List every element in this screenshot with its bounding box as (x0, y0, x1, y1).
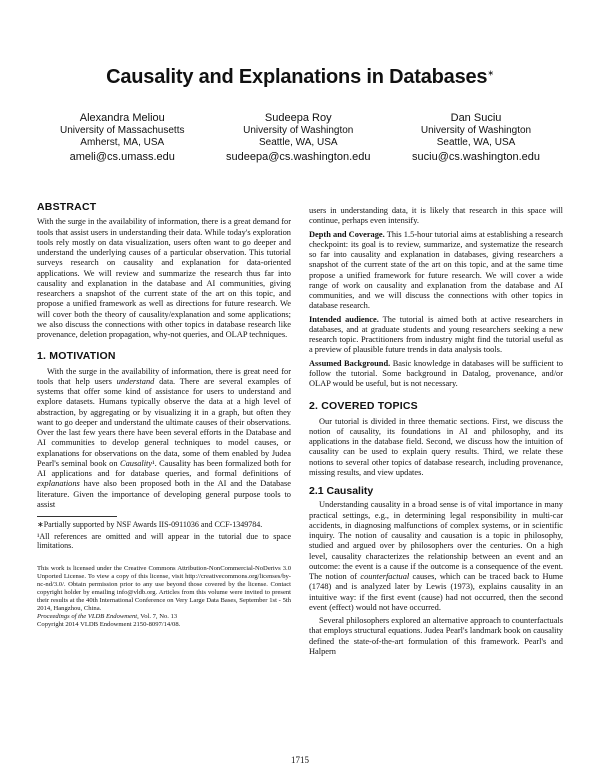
covered-topics-heading: 2. COVERED TOPICS (309, 400, 418, 413)
author-name: Sudeepa Roy (264, 112, 332, 124)
author-location: Seattle, WA, USA (258, 137, 338, 148)
right-column (309, 206, 563, 657)
license-text: This work is licensed under the Creative Commons Attribution-NonCommercial-NoDerivs 3.0 Unported License. To view a copy of this license, visit http://creativecommons.org/licenses/by-nc-nd/3.0/. Obtain permission prior to any use beyond those covered by the license. Contact copyright holder by emailing info@vldb.org. Articles from this volume were invited to present their results at the 40th International Conference on Very Large Data Bases, September 1st - 5th 2014, Hangzhou, China. (37, 564, 291, 612)
depth-paragraph: Depth and Coverage. This 1.5-hour tutorial aims at establishing a research checkpoint: its goal is to review, summarize, and systematize the research so far into causality and explanation in databases, giving researchers a snapshot of the current state of the art on this topic, and at the same time propose a unified framework for future research. We will cover a wide range of work on causality and explanation from the database and AI communities, and we will discuss the connections with other topics in database research. (309, 229, 563, 311)
author-location: Seattle, WA, USA (436, 137, 516, 148)
footnote-divider (37, 516, 117, 517)
causality-text-2: Several philosophers explored an alternative approach to counterfactuals that employs structural equations. Judea Pearl's landmark book on causality defined the state-of-the-art formulation of this framework. Pearl's and Halpern (309, 616, 563, 656)
copyright-line: Copyright 2014 VLDB Endowment 2150-8097/14/08. (37, 620, 181, 628)
motivation-continued: users in understanding data, it is likely that research in this space will continue, perhaps even intensify. (309, 206, 563, 226)
author-block (60, 112, 540, 163)
author-affiliation: University of Massachusetts (60, 124, 185, 136)
background-paragraph: Assumed Background. Basic knowledge in databases will be sufficient to follow the tutorial. Some background in Datalog, provenance, and/or OLAP would be useful, but is not necessary. (309, 358, 563, 388)
page-number: 1715 (291, 755, 309, 765)
title-footnote-mark: ∗ (487, 68, 494, 78)
footnote-2: ¹All references are omitted and will appear in the tutorial due to space limitations. (37, 531, 291, 550)
paper-title: Causality and Explanations in Databases∗ (106, 66, 494, 88)
proceedings-name: Proceedings of the VLDB Endowment, (37, 612, 139, 620)
author-email: ameli@cs.umass.edu (69, 150, 175, 163)
author-2 (226, 112, 371, 163)
author-location: Amherst, MA, USA (80, 137, 165, 148)
author-3 (412, 112, 540, 163)
footnote-1: ∗Partially supported by NSF Awards IIS-0911036 and CCF-1349784. (37, 520, 263, 529)
audience-paragraph: Intended audience. The tutorial is aimed both at active researchers in databases, and at graduate students and young researchers seeking a new research topic. Practitioners from industry might find the tutorial useful as a preview of plausible future trends in data analysis tools. (309, 314, 563, 355)
motivation-heading: 1. MOTIVATION (37, 350, 116, 363)
author-1 (60, 112, 185, 163)
author-name: Alexandra Meliou (79, 112, 165, 124)
motivation-text: With the surge in the availability of information, there is great need for tools that help users understand data. There are several examples of systems that offer some kind of assistance for users to understand and explore datasets. Humans typically observe the data at a high level of abstraction, by aggregating or by visualizing it in a graph, but often they want to go deeper and understand the ultimate causes of their observations. Over the last few years there have been several efforts in the Database and AI communities to develop general techniques to model causes, or explanations for observations on the data, some of them enabled by Judea Pearl's seminal book on Causality¹. Causality has been formalized both for AI applications and for database queries, and formal definitions of explanations have also been proposed both in the AI and the Database literature. Given the importance of developing general purpose tools to assist (37, 366, 292, 509)
abstract-text: With the surge in the availability of information, there is a great demand for tools that assist users in understanding their data. While today's exploration tools rely mostly on data visualization, users often want to go deeper and understand the underlying causes of a particular observation. This tutorial surveys research on causality and explanation for data-oriented applications. We will review and summarize the research thus far into causality and explanation in the database and AI communities, giving researchers a snapshot of the current state of the art on this topic, and propose a unified framework as well as directions for future research. We will cover both the theory of causality/explanation and some applications; we also discuss the connections with other topics in database research like provenance, deletion propagation, why-not queries, and OLAP techniques. (37, 217, 291, 339)
author-email: suciu@cs.washington.edu (412, 150, 540, 163)
author-affiliation: University of Washington (420, 124, 532, 136)
causality-text: Understanding causality in a broad sense is of vital importance in many practical settings, e.g., in determining legal responsibility in multi-car accidents, in diagnosing malfunctions of complex systems, or in scientific inquiry. The notion of causality and causation is a topic in philosophy, studied and argued over by philosophers over the centuries. On a high level, causality characterizes the relationship between an event and an outcome: the event is a cause if the outcome is a consequence of the event. The notion of counterfactual causes, which can be traced back to Hume (1748) and is analyzed later by Lewis (1973), explains causality in an intuitive way: if the first event (cause) had not occurred, then the second event (effect) would not have occurred. (309, 500, 563, 612)
left-column (37, 202, 291, 629)
covered-topics-text: Our tutorial is divided in three thematic sections. First, we discuss the notion of causality, its foundations in AI and philosophy, and its applications in the database field. Second, we discuss how the intuition of causality can be used to explain query results. Third, we relate these notions to several other topics of database research, including provenance, missing results, and view updates. (309, 416, 563, 477)
author-name: Dan Suciu (450, 112, 502, 124)
license-block (37, 565, 291, 629)
causality-heading: 2.1 Causality (309, 485, 374, 497)
author-email: sudeepa@cs.washington.edu (226, 150, 371, 163)
author-affiliation: University of Washington (243, 124, 354, 136)
proceedings-volume: Vol. 7, No. 13 (138, 612, 178, 620)
abstract-heading: ABSTRACT (37, 201, 97, 213)
